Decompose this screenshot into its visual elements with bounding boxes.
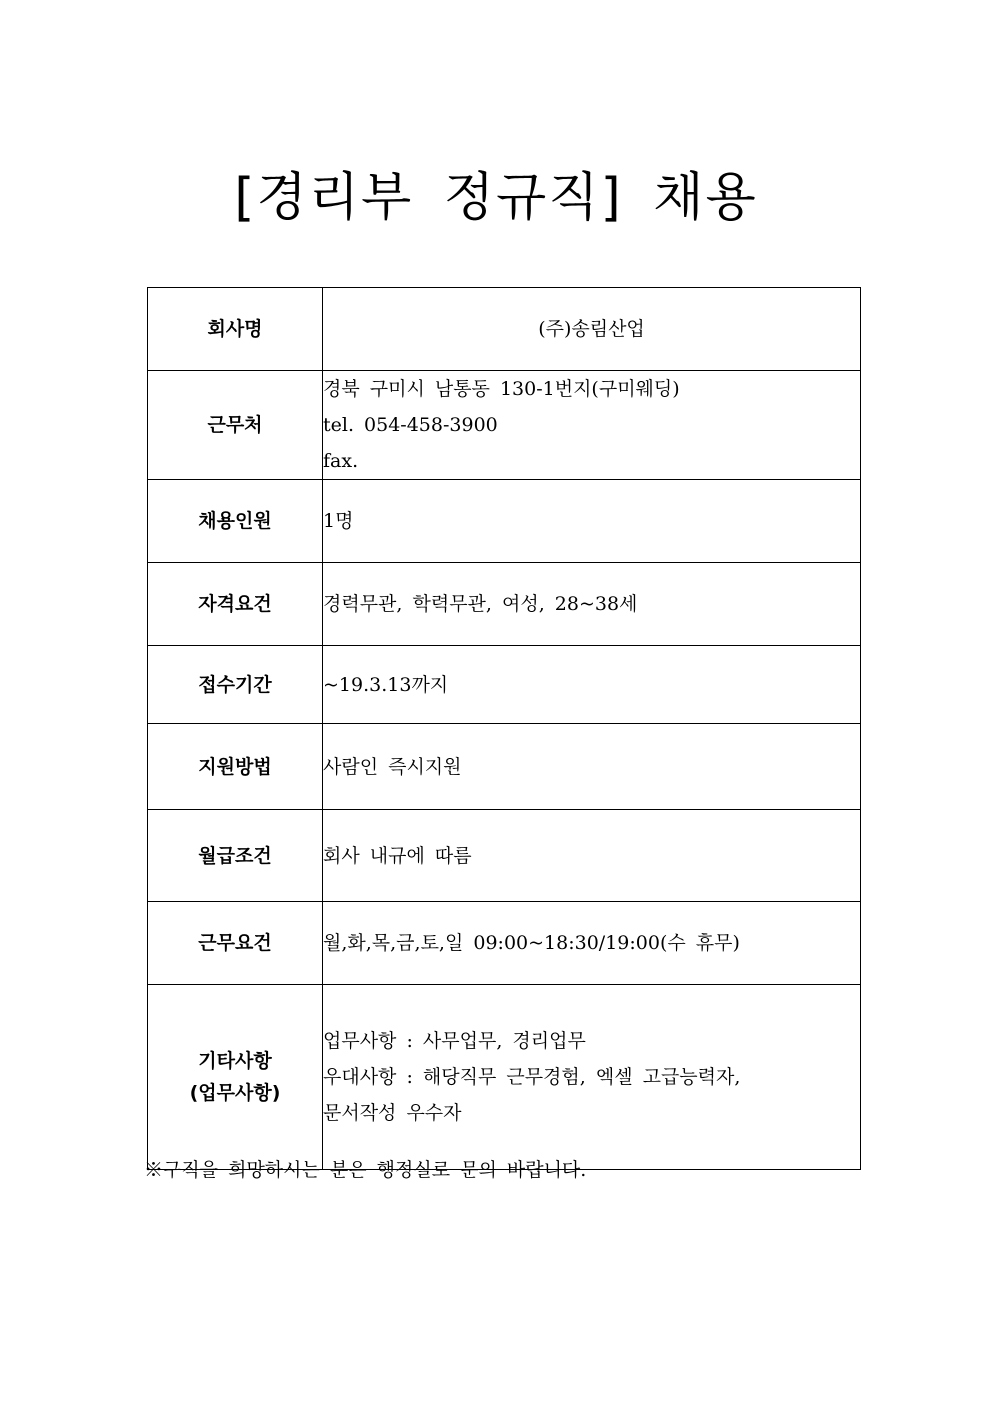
requirements-value <box>323 563 861 646</box>
table-row-application-method <box>148 724 861 810</box>
application-method-value <box>323 724 861 810</box>
workplace-tel: tel. 054-458-3900 <box>323 414 498 436</box>
other-label <box>148 985 323 1170</box>
table-row-application-period <box>148 646 861 724</box>
table-row-requirements <box>148 563 861 646</box>
application-method-label: 지원방법 <box>148 724 323 810</box>
workplace-fax: fax. <box>323 450 359 472</box>
work-schedule-value <box>323 902 861 985</box>
headcount-label: 채용인원 <box>148 480 323 563</box>
job-info-table <box>147 287 861 1170</box>
other-preferred: 우대사항 : 해당직무 근무경험, 엑셀 고급능력자, <box>323 1066 741 1088</box>
table-row-company <box>148 288 861 371</box>
other-label-line2: (업무사항) <box>189 1082 281 1104</box>
company-name: (주)송림산업 <box>538 318 645 340</box>
table-row-other <box>148 985 861 1170</box>
headcount-value <box>323 480 861 563</box>
table-row-headcount <box>148 480 861 563</box>
requirements-label: 자격요건 <box>148 563 323 646</box>
headcount-text: 1명 <box>323 510 354 532</box>
page-title: [경리부 정규직] 채용 <box>234 168 758 228</box>
application-period-value <box>323 646 861 724</box>
salary-text: 회사 내규에 따름 <box>323 844 472 867</box>
company-value <box>323 288 861 371</box>
footnote: ※구직을 희망하시는 분은 행정실로 문의 바랍니다. <box>144 1159 587 1181</box>
application-period-text: ~19.3.13까지 <box>323 673 449 696</box>
other-duties: 업무사항 : 사무업무, 경리업무 <box>323 1030 586 1052</box>
requirements-text: 경력무관, 학력무관, 여성, 28~38세 <box>323 593 638 615</box>
company-label: 회사명 <box>148 288 323 371</box>
other-label-line1: 기타사항 <box>198 1050 272 1072</box>
table-row-workplace <box>148 371 861 480</box>
other-value <box>323 985 861 1170</box>
salary-value <box>323 810 861 902</box>
application-method-text: 사람인 즉시지원 <box>323 755 462 778</box>
table-row-salary <box>148 810 861 902</box>
salary-label: 월급조건 <box>148 810 323 902</box>
work-schedule-text: 월,화,목,금,토,일 09:00~18:30/19:00(수 휴무) <box>323 932 740 954</box>
application-period-label: 접수기간 <box>148 646 323 724</box>
work-schedule-label: 근무요건 <box>148 902 323 985</box>
workplace-address: 경북 구미시 남통동 130-1번지(구미웨딩) <box>323 378 680 400</box>
table-row-work-schedule <box>148 902 861 985</box>
workplace-value <box>323 371 861 480</box>
workplace-label: 근무처 <box>148 371 323 480</box>
other-preferred-cont: 문서작성 우수자 <box>323 1102 462 1124</box>
